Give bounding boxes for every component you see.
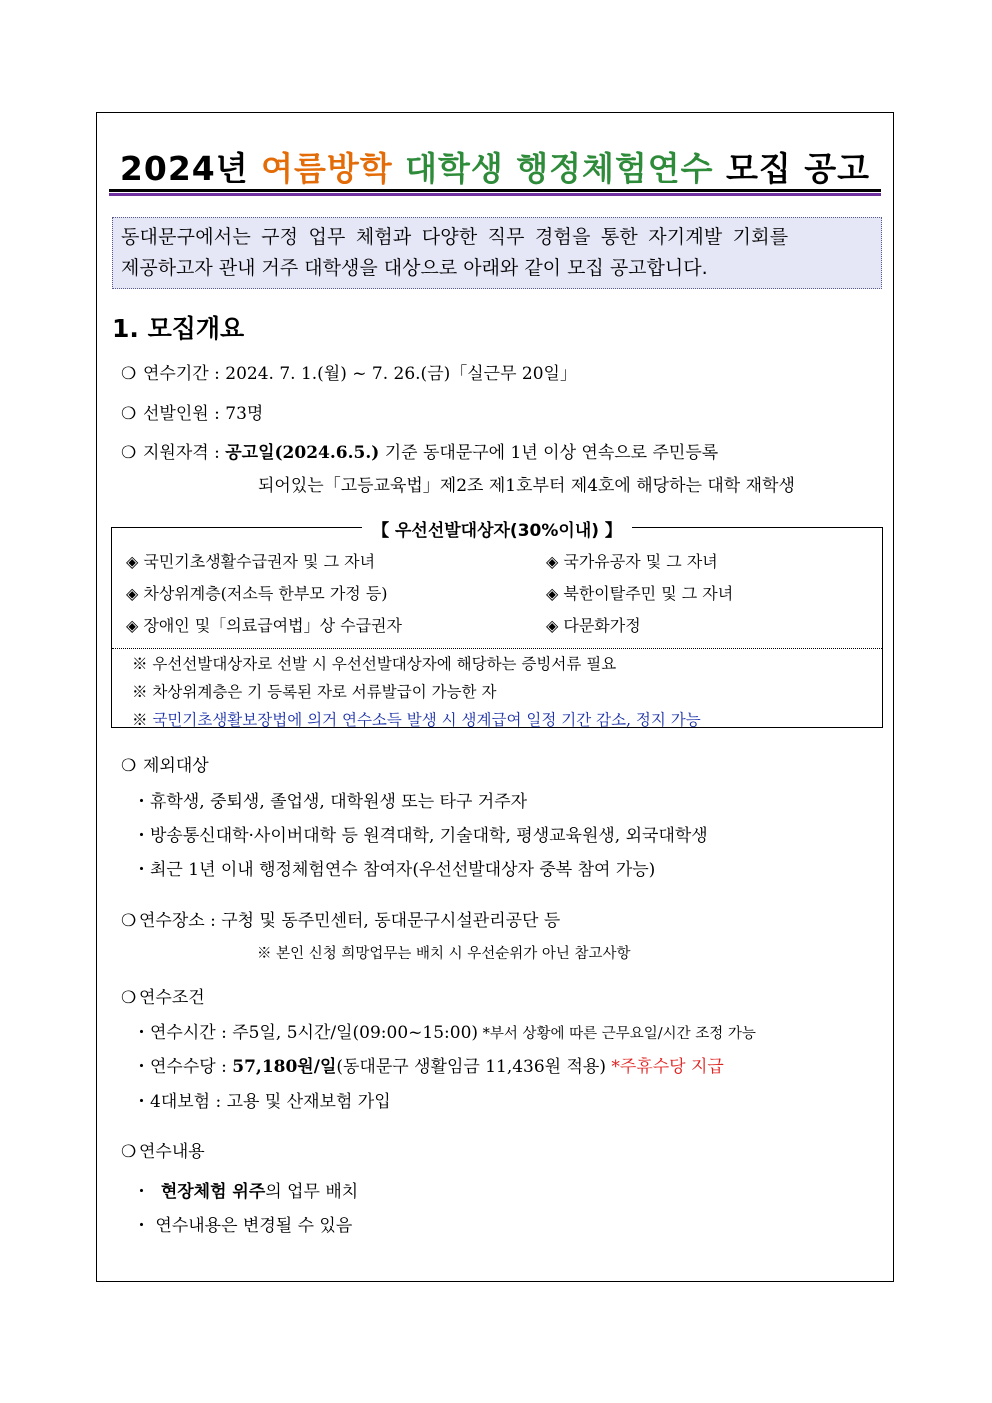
hours-note: *부서 상황에 따른 근무요일/시간 조정 가능 <box>478 1026 756 1042</box>
count-value: 73명 <box>225 404 264 424</box>
priority-row <box>126 578 866 610</box>
priority-row <box>126 610 866 642</box>
priority-title: 【 우선선발대상자(30%이내) 】 <box>112 516 882 541</box>
content-label: 연수내용 <box>139 1142 205 1162</box>
conditions-pay: ・연수수당 : 57,180원/일(동대문구 생활임금 11,436원 적용) *주휴수당 지급 <box>133 1057 724 1077</box>
circle-bullet-icon: ❍ <box>121 404 137 424</box>
conditions-label: 연수조건 <box>139 988 205 1008</box>
qualification-label: 지원자격 <box>143 443 209 463</box>
priority-list <box>126 546 866 642</box>
content-item: ・ 연수내용은 변경될 수 있음 <box>133 1216 353 1236</box>
exclusion-item: ・방송통신대학·사이버대학 등 원격대학, 기술대학, 평생교육원생, 외국대학생 <box>133 826 708 846</box>
priority-item: ◈ 차상위계층(저소득 한부모 가정 등) <box>126 584 388 603</box>
circle-bullet-icon: ❍ <box>121 1142 137 1162</box>
circle-bullet-icon: ❍ <box>121 911 137 931</box>
title-highlight-summer: 여름방학 <box>261 149 393 188</box>
section-heading-overview: 1. 모집개요 <box>112 314 245 343</box>
document-frame <box>96 112 894 1282</box>
place-note: ※ 본인 신청 희망업무는 배치 시 우선순위가 아닌 참고사항 <box>257 946 631 962</box>
exclusion-row <box>121 751 209 776</box>
priority-note: ※ 차상위계층은 기 등록된 자로 서류발급이 가능한 자 <box>132 683 497 701</box>
exclusion-item: ・휴학생, 중퇴생, 졸업생, 대학원생 또는 타구 거주자 <box>133 792 528 812</box>
intro-line-2: 제공하고자 관내 거주 대학생을 대상으로 아래와 같이 모집 공고합니다. <box>121 257 708 279</box>
place-value: 구청 및 동주민센터, 동대문구시설관리공단 등 <box>221 911 561 931</box>
priority-notes <box>132 650 701 734</box>
priority-note: ※ 우선선발대상자로 선발 시 우선선발대상자에 해당하는 증빙서류 필요 <box>132 655 617 673</box>
priority-box <box>111 521 883 729</box>
title-underline-black <box>109 189 881 192</box>
conditions-insurance: ・4대보험 : 고용 및 산재보험 가입 <box>133 1092 391 1112</box>
content-item: ・ 현장체험 위주의 업무 배치 <box>133 1182 359 1202</box>
priority-row <box>126 546 866 578</box>
qualification-date: 공고일(2024.6.5.) <box>225 443 380 463</box>
conditions-row <box>121 983 205 1008</box>
priority-item: ◈ 다문화가정 <box>546 616 641 635</box>
circle-bullet-icon: ❍ <box>121 988 137 1008</box>
priority-item: ◈ 북한이탈주민 및 그 자녀 <box>546 584 734 603</box>
pay-amount: 57,180원/일 <box>232 1057 337 1077</box>
circle-bullet-icon: ❍ <box>121 443 137 463</box>
title-underline-purple <box>109 193 881 196</box>
title-highlight-program: 대학생 행정체험연수 <box>405 149 714 188</box>
count-row: ❍ 선발인원 : 73명 <box>121 404 264 424</box>
priority-divider <box>112 648 882 649</box>
weekly-allowance-note: *주휴수당 지급 <box>611 1057 724 1077</box>
hours-value: 주5일, 5시간/일(09:00~15:00) <box>232 1023 479 1043</box>
qualification-row-2: 되어있는「고등교육법」제2조 제1호부터 제4호에 해당하는 대학 재학생 <box>258 476 795 496</box>
qualification-row: ❍ 지원자격 : 공고일(2024.6.5.) 기준 동대문구에 1년 이상 연속으로 주민등록 <box>121 443 719 463</box>
place-label: 연수장소 <box>139 911 205 931</box>
intro-line-1: 동대문구에서는 구정 업무 체험과 다양한 직무 경험을 통한 자기계발 기회를 <box>121 226 789 248</box>
circle-bullet-icon: ❍ <box>121 364 137 384</box>
page-title: 2024년 여름방학 대학생 행정체험연수 모집 공고 <box>119 149 871 188</box>
content-row <box>121 1137 205 1162</box>
exclusion-item: ・최근 1년 이내 행정체험연수 참여자(우선선발대상자 중복 참여 가능) <box>133 860 656 880</box>
priority-item: ◈ 국민기초생활수급권자 및 그 자녀 <box>126 552 376 571</box>
count-label: 선발인원 <box>143 404 209 424</box>
period-row: ❍ 연수기간 : 2024. 7. 1.(월) ~ 7. 26.(금)「실근무 20일」 <box>121 364 577 384</box>
period-label: 연수기간 <box>143 364 209 384</box>
period-value: 2024. 7. 1.(월) ~ 7. 26.(금)「실근무 20일」 <box>225 364 577 384</box>
circle-bullet-icon: ❍ <box>121 756 137 776</box>
intro-box <box>112 217 882 289</box>
priority-note-benefit: ※ 국민기초생활보장법에 의거 연수소득 발생 시 생계급여 일정 기간 감소, 정지 가능 <box>132 711 701 729</box>
place-row: ❍ 연수장소 : 구청 및 동주민센터, 동대문구시설관리공단 등 <box>121 911 561 931</box>
priority-item: ◈ 장애인 및「의료급여법」상 수급권자 <box>126 616 402 635</box>
exclusion-label: 제외대상 <box>143 756 209 776</box>
conditions-hours: ・연수시간 : 주5일, 5시간/일(09:00~15:00) *부서 상황에 따른 근무요일/시간 조정 가능 <box>133 1023 756 1043</box>
priority-item: ◈ 국가유공자 및 그 자녀 <box>546 552 718 571</box>
